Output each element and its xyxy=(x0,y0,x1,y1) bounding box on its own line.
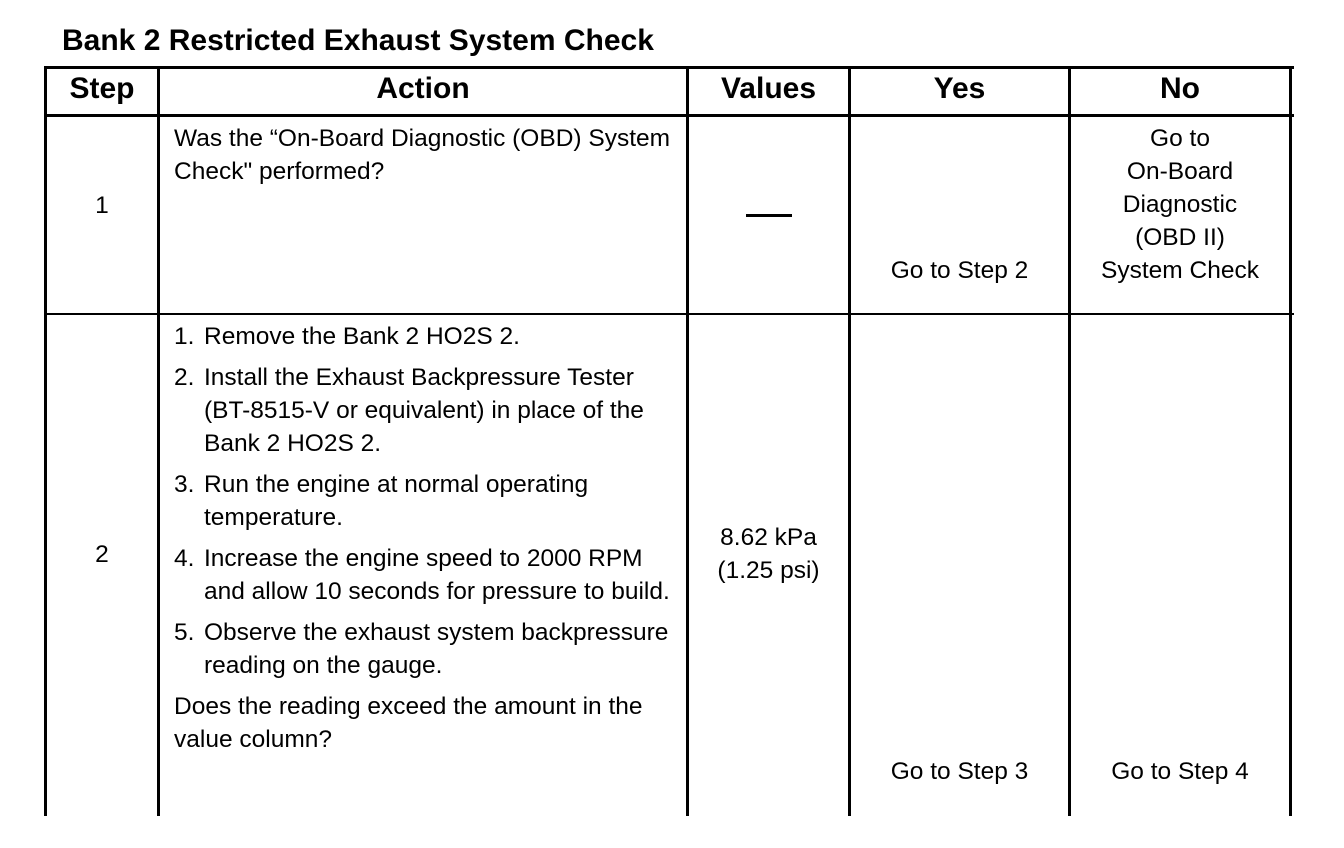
yes-action: Go to Step 2 xyxy=(890,257,1029,284)
column-divider xyxy=(848,66,851,816)
column-divider xyxy=(686,66,689,816)
no-line: On-Board xyxy=(1126,158,1234,185)
list-item: 4. Increase the engine speed to 2000 RPM and allow 10 seconds for pressure to build. xyxy=(174,545,670,605)
list-item: 1. Remove the Bank 2 HO2S 2. xyxy=(174,323,520,350)
page-title: Bank 2 Restricted Exhaust System Check xyxy=(62,24,654,57)
no-line: (OBD II) xyxy=(1135,224,1225,251)
diagnostic-table xyxy=(44,66,1294,826)
no-line: Go to xyxy=(1150,125,1210,152)
value-text xyxy=(689,521,848,587)
action-question: Does the reading exceed the amount in the value column? xyxy=(174,693,643,753)
header-values: Values xyxy=(720,72,817,105)
step-number: 2 xyxy=(95,541,109,568)
table-border-right xyxy=(1289,66,1292,816)
table-border-top xyxy=(44,66,1294,69)
no-line: System Check xyxy=(1101,257,1259,284)
row-divider xyxy=(44,313,1294,315)
column-divider xyxy=(157,66,160,816)
value-dash xyxy=(746,214,792,217)
no-action: Go to Step 4 xyxy=(1111,758,1249,785)
table-border-left xyxy=(44,66,47,816)
value-kpa: 8.62 kPa xyxy=(720,524,817,551)
header-yes: Yes xyxy=(933,72,986,105)
step-number: 1 xyxy=(95,192,109,219)
no-line: Diagnostic xyxy=(1122,191,1238,218)
header-divider xyxy=(44,114,1294,117)
no-action xyxy=(1071,122,1289,287)
yes-action: Go to Step 3 xyxy=(890,758,1029,785)
action-text: Was the “On-Board Diagnostic (OBD) System Check" performed? xyxy=(174,125,671,185)
header-action: Action xyxy=(376,72,470,105)
value-psi: (1.25 psi) xyxy=(717,557,820,584)
list-item: 3. Run the engine at normal operating temperature. xyxy=(174,471,589,531)
header-no: No xyxy=(1160,72,1200,105)
header-step: Step xyxy=(69,72,135,105)
action-list xyxy=(174,320,679,756)
list-item: 2. Install the Exhaust Backpressure Tester (BT-8515-V or equivalent) in place of the Bank 2 HO2S 2. xyxy=(174,364,644,457)
list-item: 5. Observe the exhaust system backpressure reading on the gauge. xyxy=(174,619,669,679)
